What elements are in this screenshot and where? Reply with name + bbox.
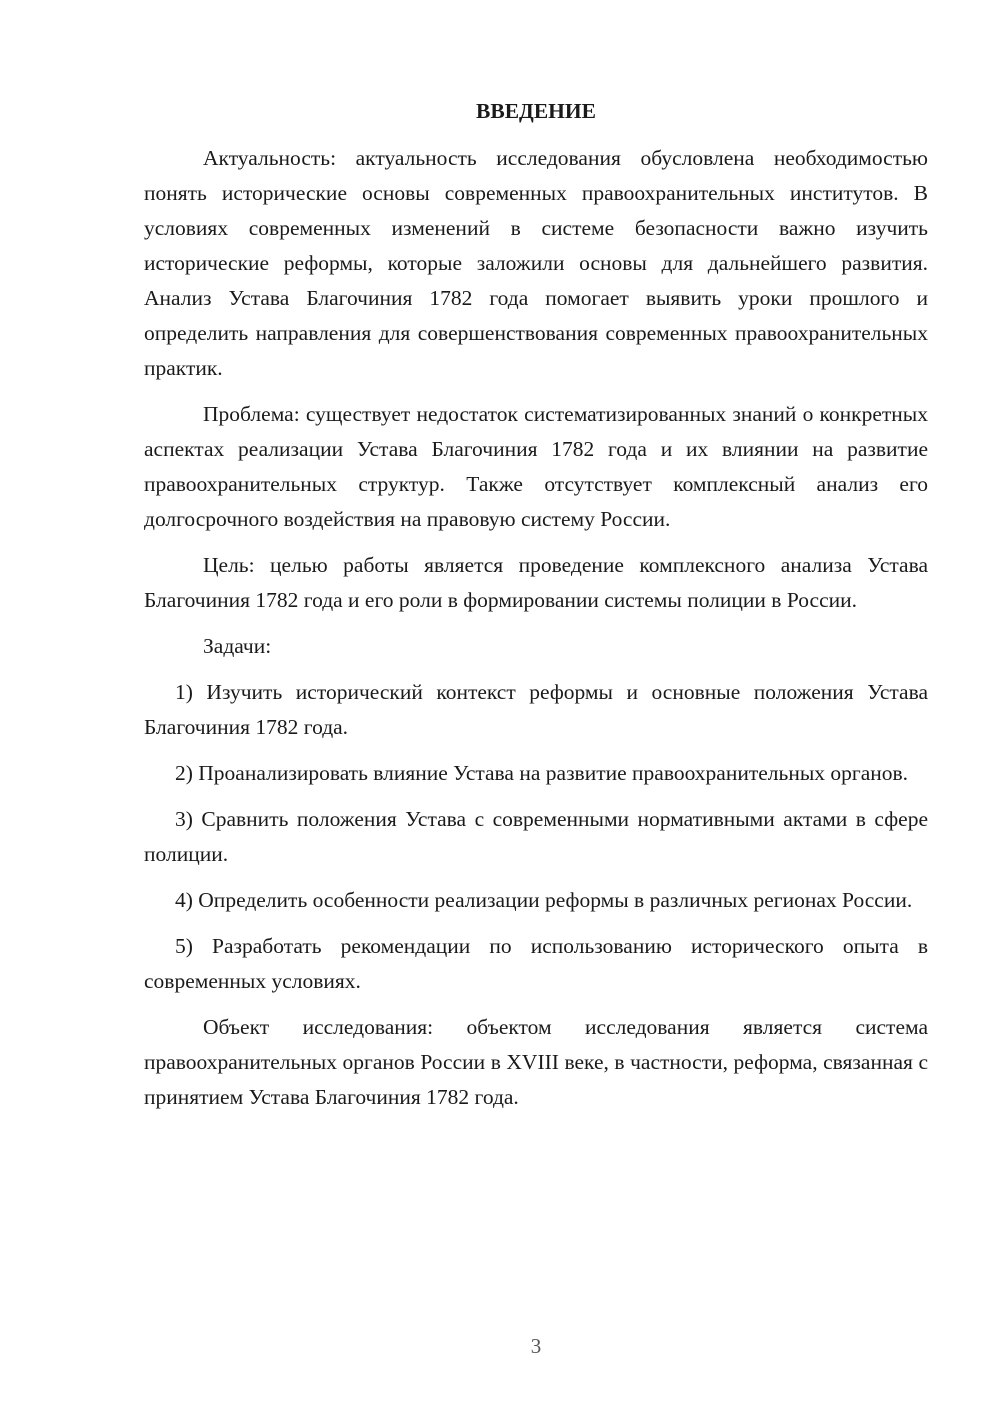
task-item-3: 3) Сравнить положения Устава с современными нормативными актами в сфере полиции. — [144, 807, 928, 866]
task-item-2: 2) Проанализировать влияние Устава на развитие правоохранительных органов. — [175, 761, 909, 785]
task-item-4: 4) Определить особенности реализации реформы в различных регионах России. — [175, 888, 913, 912]
page-content — [144, 94, 928, 1115]
problem-paragraph: Проблема: существует недостаток систематизированных знаний о конкретных аспектах реализации Устава Благочиния 1782 года и их влиянии на развитие правоохранительных структур. Также отсутствует комплексный анализ его долгосрочного воздействия на правовую систему России. — [144, 402, 928, 531]
relevance-paragraph: Актуальность: актуальность исследования обусловлена необходимостью понять исторические основы современных правоохранительных институтов. В условиях современных изменений в системе безопасности важно изучить исторические реформы, которые заложили основы для дальнейшего развития. Анализ Устава Благочиния 1782 года помогает выявить уроки прошлого и определить направления для совершенствования современных правоохранительных практик. — [144, 146, 928, 380]
page-number: 3 — [530, 1334, 542, 1358]
goal-paragraph: Цель: целью работы является проведение комплексного анализа Устава Благочиния 1782 года и его роли в формировании системы полиции в России. — [144, 553, 928, 612]
object-paragraph: Объект исследования: объектом исследования является система правоохранительных органов России в XVIII веке, в частности, реформа, связанная с принятием Устава Благочиния 1782 года. — [144, 1015, 928, 1109]
task-item-1: 1) Изучить исторический контекст реформы и основные положения Устава Благочиния 1782 года. — [144, 680, 928, 739]
task-item-5: 5) Разработать рекомендации по использованию исторического опыта в современных условиях. — [144, 934, 928, 993]
page-title: ВВЕДЕНИЕ — [476, 99, 596, 123]
tasks-label: Задачи: — [203, 634, 272, 658]
